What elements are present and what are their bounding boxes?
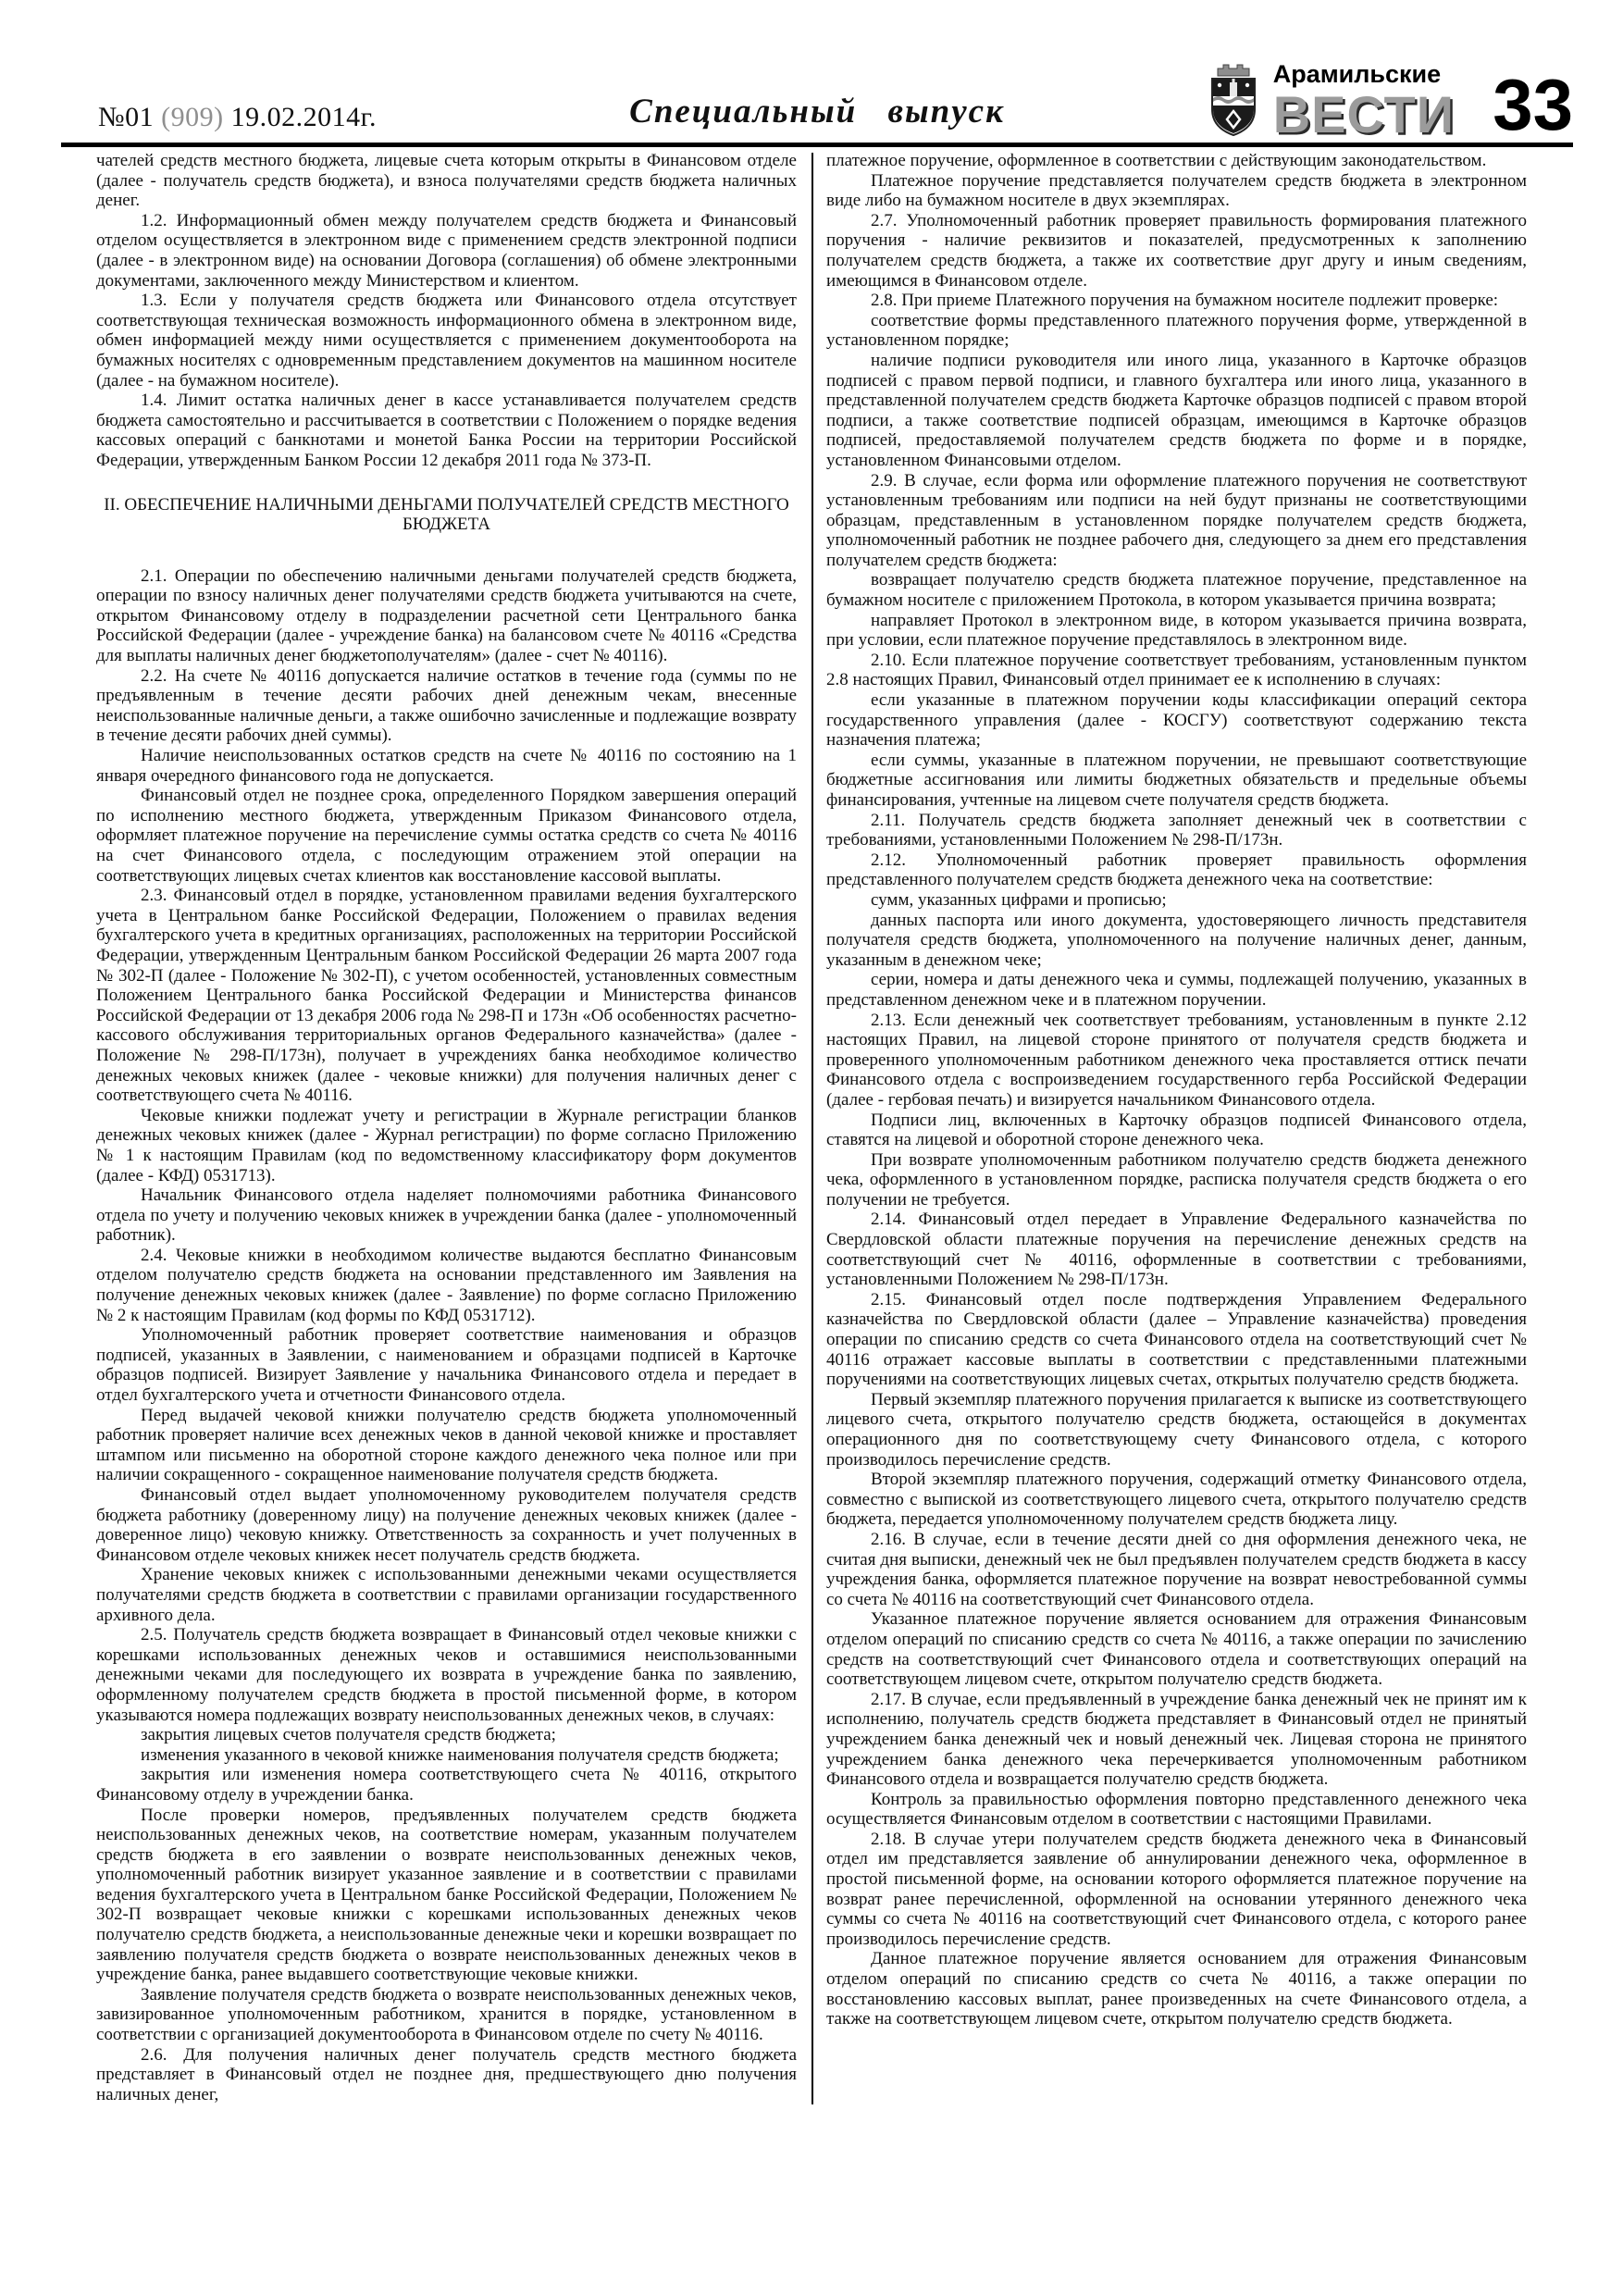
paragraph: закрытия или изменения номера соответствующего счета № 40116, открытого Финансовому отделу в учреждении банка. <box>96 1765 797 1805</box>
paragraph: При возврате уполномоченным работником получателю средств бюджета денежного чека, оформленного в установленном порядке, расписка получателя средств бюджета о его получении не требуется. <box>826 1149 1527 1210</box>
paragraph: 2.18. В случае утери получателем средств бюджета денежного чека в Финансовый отдел им представляется заявление об аннулировании денежного чека, оформленное в простой письменной форме, на основании которого оформляется платежное поручение на возврат ранее перечисленной, оформленной на основании утерянного денежного чека суммы со счета № 40116 на соответствующий счет Финансового отдела, с которого ранее производилось перечисление средств. <box>826 1829 1527 1949</box>
paragraph: Наличие неиспользованных остатков средств на счете № 40116 по состоянию на 1 января очередного финансового года не допускается. <box>96 746 797 786</box>
paragraph: Платежное поручение представляется получателем средств бюджета в электронном виде либо на бумажном носителе в двух экземплярах. <box>826 170 1527 211</box>
paragraph: Чековые книжки подлежат учету и регистрации в Журнале регистрации бланков денежных чековых книжек (далее - Журнал регистрации) по форме согласно Приложению № 1 к настоящим Правилам (код по ведомственному классификатору форм документов (далее - КФД) 0531713). <box>96 1105 797 1185</box>
paragraph: возвращает получателю средств бюджета платежное поручение, представленное на бумажном носителе с приложением Протокола, в котором указывается причина возврата; <box>826 570 1527 611</box>
paragraph: Начальник Финансового отдела наделяет полномочиями работника Финансового отдела по учету и получению чековых книжек в учреждении банка (далее - уполномоченный работник). <box>96 1185 797 1246</box>
paragraph: Данное платежное поручение является основанием для отражения Финансовым отделом операций по списанию средств со счета № 40116, а также операции по восстановлению кассовых выплат, ранее произведенных на счете Финансового отдела, а также на соответствующем лицевом счете, открытом получателю средств бюджета. <box>826 1949 1527 2029</box>
paragraph: 1.2. Информационный обмен между получателем средств бюджета и Финансовый отделом осуществляется в электронном виде с применением средств электронной подписи (далее - в электронном виде) на основании Договора (соглашения) об обмене электронными документами, заключенного между Министерством и клиентом. <box>96 210 797 291</box>
paragraph: изменения указанного в чековой книжке наименования получателя средств бюджета; <box>141 1744 779 1765</box>
paragraph: 2.11. Получатель средств бюджета заполняет денежный чек в соответствии с требованиями, установленными Положением № 298-П/173н. <box>826 810 1527 850</box>
newspaper-name-bottom: ВЕСТИ <box>1272 84 1455 143</box>
paragraph: Контроль за правильностью оформления повторно представленного денежного чека осуществляется Финансовым отделом в соответствии с настоящими Правилами. <box>826 1789 1527 1830</box>
newspaper-brand <box>1205 61 1455 141</box>
paragraph: 2.1. Операции по обеспечению наличными деньгами получателей средств бюджета, операции по взносу наличных денег получателями средств бюджета учитываются на счете, открытом Финансовому отделу в подразделении расчетной сети Центрального банка Российской Федерации (далее - учреждение банка) на балансовом счете № 40116 «Средства для выплаты наличных денег бюджетополучателям» (далее - счет № 40116). <box>96 565 797 666</box>
paragraph: закрытия лицевых счетов получателя средств бюджета; <box>141 1725 556 1745</box>
issue-number: №01 <box>98 102 155 132</box>
paragraph: Уполномоченный работник проверяет соответствие наименования и образцов подписей, указанных в Заявлении, с наименованием и образцами подписей в Карточке образцов подписей. Визирует Заявление у начальника Финансового отдела и передает в отдел бухгалтерского учета и отчетности Финансового отдела. <box>96 1325 797 1406</box>
paragraph: После проверки номеров, предъявленных получателем средств бюджета неиспользованных денежных чеков, на соответствие номерам, указанным получателем средств бюджета в его заявлении о возврате неиспользованных денежных чеков, уполномоченный работник визирует указанное заявление и в соответствии с правилами ведения бухгалтерского учета в Центральном банке Российской Федерации, Положением № 302-П возвращает чековые книжки с корешками использованных денежных чеков получателю средств бюджета, а неиспользованные денежные чеки и корешки возвращает по заявлению получателя средств бюджета о возврате неиспользованных денежных чеков в учреждение банка, ранее выдавшего соответствующие чековые книжки. <box>96 1805 797 1985</box>
paragraph: 2.8. При приеме Платежного поручения на бумажном носителе подлежит проверке: <box>871 291 1499 311</box>
paragraph: платежное поручение, оформленное в соответствии с действующим законодательством. <box>826 151 1487 170</box>
page-header <box>61 54 1573 147</box>
paragraph: Заявление получателя средств бюджета о возврате неиспользованных денежных чеков, завизированное уполномоченным работником, хранится в порядке, установленном в соответствии с организацией документооборота в Финансовом отделе по счету № 40116. <box>96 1984 797 2045</box>
paragraph: серии, номера и даты денежного чека и суммы, подлежащей получению, указанных в представленном денежном чеке и в платежном поручении. <box>826 970 1527 1010</box>
paragraph: Второй экземпляр платежного поручения, содержащий отметку Финансового отдела, совместно с выпиской из соответствующего лицевого счета, открытого получателю средств бюджета, передается уполномоченному получателем средств бюджета лицу. <box>826 1470 1527 1530</box>
paragraph: 1.3. Если у получателя средств бюджета или Финансового отдела отсутствует соответствующая техническая возможность информационного обмена в электронном виде, обмен информацией между ними осуществляется с применением документооборота на бумажных носителях с одновременным представлением документов на машинном носителе (далее - на бумажном носителе). <box>96 291 797 391</box>
paragraph: Указанное платежное поручение является основанием для отражения Финансовым отделом операций по списанию средств со счета № 40116, а также операции по зачислению средств на соответствующий счет Финансового отдела и соответствующих операций на соответствующем лицевом счете, открытом получателю средств бюджета. <box>826 1609 1527 1690</box>
paragraph: 2.12. Уполномоченный работник проверяет правильность оформления представленного получателем средств бюджета денежного чека на соответствие: <box>826 850 1527 890</box>
paragraph: Подписи лиц, включенных в Карточку образцов подписей Финансового отдела, ставятся на лицевой и оборотной стороне денежного чека. <box>826 1110 1527 1150</box>
paragraph: 2.4. Чековые книжки в необходимом количестве выдаются бесплатно Финансовым отделом получателю средств бюджета на основании представленного им Заявления на получение денежных чековых книжек (далее - Заявление) по форме согласно Приложению № 2 к настоящим Правилам (код формы по КФД 0531712). <box>96 1245 797 1325</box>
paragraph: 2.7. Уполномоченный работник проверяет правильность формирования платежного поручения - наличие реквизитов и показателей, предусмотренных к заполнению получателем средств бюджета, а также их соответствие друг другу и иным сведениям, имеющимся в Финансовом отделе. <box>826 210 1527 291</box>
paragraph: 2.2. На счете № 40116 допускается наличие остатков в течение года (суммы по не предъявленным в течение десяти рабочих дней денежным чекам, внесенные неиспользованные наличные деньги, а также ошибочно зачисленные и подлежащие возврату в течение десяти рабочих дней суммы). <box>96 665 797 746</box>
paragraph: 2.9. В случае, если форма или оформление платежного поручения не соответствуют установленным требованиям или подписи на ней будут признаны не соответствующими образцам, представленным в установленном порядке получателем средств бюджета, уполномоченный работник не позднее рабочего дня, следующего за днем его представления получателем средств бюджета: <box>826 470 1527 570</box>
paragraph: 2.14. Финансовый отдел передает в Управление Федерального казначейства по Свердловской области платежные поручения на перечисление денежных средств на соответствующий счет № 40116, оформленные в соответствии с требованиями, установленными Положением № 298-П/173н. <box>826 1210 1527 1290</box>
newspaper-name-top: Арамильские <box>1272 59 1442 88</box>
paragraph: 2.6. Для получения наличных денег получатель средств местного бюджета представляет в Финансовый отдел не позднее дня, предшествующего дню получения наличных денег, <box>96 2044 797 2104</box>
right-column <box>826 151 1527 2104</box>
paragraph: сумм, указанных цифрами и прописью; <box>871 889 1167 910</box>
paragraph: наличие подписи руководителя или иного лица, указанного в Карточке образцов подписей с правом первой подписи, и главного бухгалтера или иного лица, указанного в представленной получателем средств бюджета Карточке образцов подписей с правом второй подписи, а также соответствие подписей образцам, имеющимся в Карточке образцов подписей, предоставляемой получателем средств бюджета по форме и в порядке, установленном Финансовыми отделом. <box>826 350 1527 470</box>
paragraph: если указанные в платежном поручении коды классификации операций сектора государственного управления (далее - КОСГУ) соответствуют содержанию текста назначения платежа; <box>826 690 1527 751</box>
issue-serial: (909) <box>161 102 224 132</box>
special-issue-title: Специальный выпуск <box>629 93 1005 130</box>
paragraph: Перед выдачей чековой книжки получателю средств бюджета уполномоченный работник проверяет наличие всех денежных чеков в данной чековой книжке и проставляет штампом или письменно на оборотной стороне каждого денежного чека полное или при наличии сокращенного - сокращенное наименование получателя средств бюджета. <box>96 1405 797 1485</box>
paragraph: если суммы, указанные в платежном поручении, не превышают соответствующие бюджетные ассигнования или лимиты бюджетных обязательств и предельные объемы финансирования, учтенные на лицевом счете получателя средств бюджета. <box>826 750 1527 810</box>
paragraph: Первый экземпляр платежного поручения прилагается к выписке из соответствующего лицевого счета, открытого получателю средств бюджета, остающейся в документах операционного дня по соответствующему счету Финансового отдела, с которого производилось перечисление средств. <box>826 1389 1527 1470</box>
paragraph: направляет Протокол в электронном виде, в котором указывается причина возврата, при условии, если платежное поручение представлялось в электронном виде. <box>826 610 1527 651</box>
article-body <box>96 151 1527 2104</box>
page-number: 33 <box>1493 63 1573 145</box>
paragraph: 2.10. Если платежное поручение соответствует требованиям, установленным пунктом 2.8 настоящих Правил, Финансовый отдел принимает ее к исполнению в случаях: <box>826 650 1527 690</box>
left-column <box>96 151 797 2104</box>
coat-of-arms-icon <box>1205 61 1262 141</box>
paragraph: соответствие формы представленного платежного поручения форме, утвержденной в установленном порядке; <box>826 310 1527 351</box>
paragraph: 1.4. Лимит остатка наличных денег в кассе устанавливается получателем средств бюджета самостоятельно и рассчитывается в соответствии с Положением о порядке ведения кассовых операций с банкнотами и монетой Банка России на территории Российской Федерации, утвержденным Банком России 12 декабря 2011 года № 373-П. <box>96 391 797 470</box>
paragraph: Финансовый отдел выдает уполномоченному руководителем получателя средств бюджета работнику (доверенному лицу) на получение денежных чековых книжек (далее - доверенное лицо) чековую книжку. Ответственность за сохранность и учет полученных в Финансовом отделе чековых книжек несет получатель средств бюджета. <box>96 1485 797 1565</box>
paragraph: 2.5. Получатель средств бюджета возвращает в Финансовый отдел чековые книжки с корешками использованных денежных чеков и оставшимися неиспользованными денежными чеками для последующего их возврата в учреждение банка по заявлению, оформленному получателем средств бюджета в простой письменной форме, в котором указываются номера подлежащих возврату неиспользованных денежных чеков, в случаях: <box>96 1625 797 1725</box>
paragraph: 2.13. Если денежный чек соответствует требованиям, установленным в пункте 2.12 настоящих Правил, на лицевой стороне принятого от получателя средств бюджета и проверенного уполномоченным работником денежного чека проставляется оттиск печати Финансового отдела с воспроизведением государственного герба Российской Федерации (далее - гербовая печать) и визируется начальником Финансового отдела. <box>826 1010 1527 1110</box>
paragraph: 2.3. Финансовый отдел в порядке, установленном правилами ведения бухгалтерского учета в Центральном банке Российской Федерации, Положением о правилах ведения бухгалтерского учета в кредитных организациях, расположенных на территории Российской Федерации, утвержденным Центральным банком Российской Федерации 26 марта 2007 года № 302-П (далее - Положение № 302-П), с учетом особенностей, установленных совместным Положением Центрального банка Российской Федерации и Министерства финансов Российской Федерации от 13 декабря 2006 года № 298-П и 173н «Об особенностях расчетно-кассового обслуживания территориальных органов Федерального казначейства» (далее - Положение № 298-П/173н), получает в учреждениях банка необходимое количество денежных чековых книжек (далее - чековые книжки) для получения наличных денег с соответствующего счета № 40116. <box>96 886 797 1106</box>
column-divider <box>812 153 813 2104</box>
issue-date: 19.02.2014г. <box>230 102 378 132</box>
newspaper-name <box>1272 59 1455 143</box>
paragraph: 2.17. В случае, если предъявленный в учреждение банка денежный чек не принят им к исполнению, получатель средств бюджета представляет в Финансовый отдел не принятый учреждением банка денежный чек и новый денежный чек. Лицевая сторона не принятого учреждением банка денежного чека перечеркивается уполномоченным работником Финансового отдела и возвращается получателю средств бюджета. <box>826 1689 1527 1790</box>
paragraph: данных паспорта или иного документа, удостоверяющего личность представителя получателя средств бюджета, уполномоченного на получение наличных денег, данным, указанным в денежном чеке; <box>826 910 1527 970</box>
paragraph: 2.15. Финансовый отдел после подтверждения Управлением Федерального казначейства по Свердловской области (далее – Управление казначейства) проведения операции по списанию средств со счета Финансового отдела на соответствующий счет № 40116 отражает кассовые выплаты в соответствии с представленными платежными поручениями на соответствующих лицевых счетах, открытых получателю средств бюджета. <box>826 1289 1527 1390</box>
paragraph: чателей средств местного бюджета, лицевые счета которым открыты в Финансовом отделе (далее - получатель средств бюджета), и взноса получателями средств бюджета наличных денег. <box>96 151 797 211</box>
paragraph: Хранение чековых книжек с использованными денежными чеками осуществляется получателями средств бюджета в соответствии с правилами организации государственного архивного дела. <box>96 1565 797 1625</box>
paragraph: 2.16. В случае, если в течение десяти дней со дня оформления денежного чека, не считая дня выписки, денежный чек не был предъявлен получателем средств бюджета в кассу учреждения банка, оформляется платежное поручение на возврат невостребованной суммы со счета № 40116 на соответствующий счет Финансового отдела. <box>826 1529 1527 1609</box>
paragraph: Финансовый отдел не позднее срока, определенного Порядком завершения операций по исполнению местного бюджета, утвержденным Приказом Финансового отдела, оформляет платежное поручение на перечисление суммы остатка средств со счета № 40116 на счет Финансового отдела, с последующим отражением этой операции на соответствующих лицевых счетах клиентов как восстановление кассовой выплаты. <box>96 786 797 886</box>
section-heading: II. ОБЕСПЕЧЕНИЕ НАЛИЧНЫМИ ДЕНЬГАМИ ПОЛУЧАТЕЛЕЙ СРЕДСТВ МЕСТНОГО БЮДЖЕТА <box>104 494 789 535</box>
